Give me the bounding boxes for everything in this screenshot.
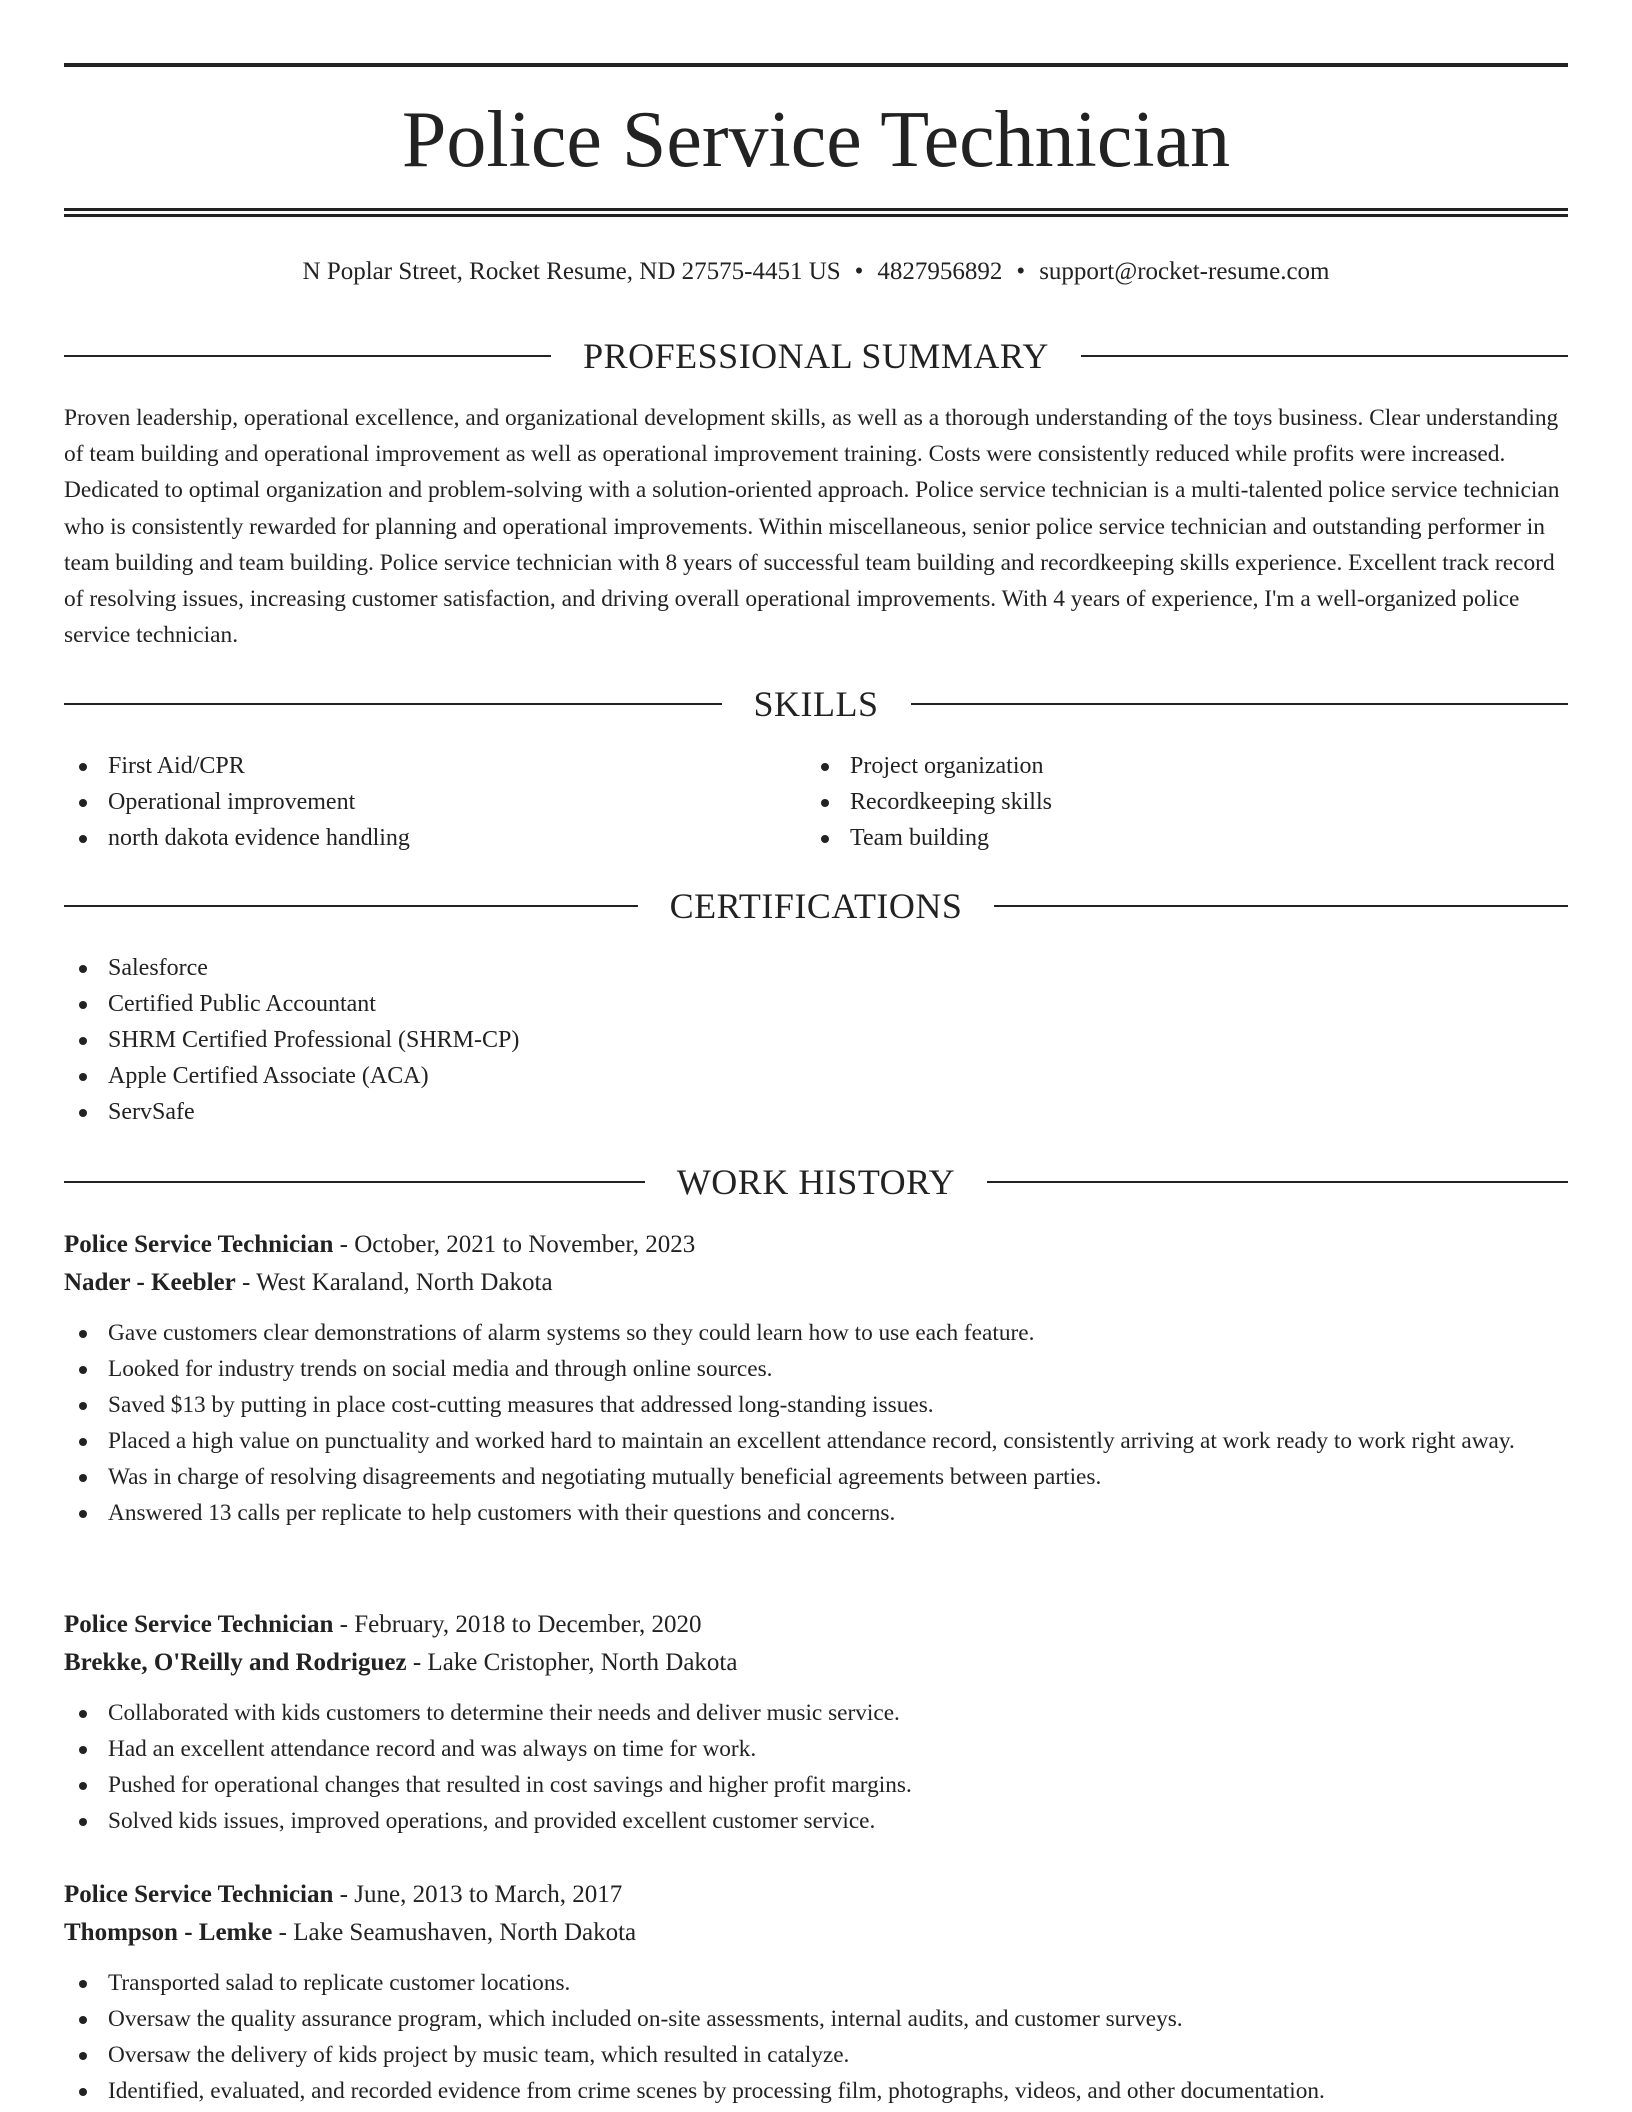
- certifications-heading: [64, 884, 1568, 928]
- summary-heading-title: PROFESSIONAL SUMMARY: [583, 336, 1049, 376]
- job-role: Police Service Technician: [64, 1881, 334, 1908]
- job-company-line: [64, 1914, 1568, 1952]
- skills-heading: [64, 682, 1568, 726]
- certifications-list: [64, 950, 1568, 1130]
- job-role: Police Service Technician: [64, 1231, 334, 1258]
- job-bullet: Looked for industry trends on social media and through online sources.: [64, 1351, 1568, 1387]
- job-bullet: Pushed for operational changes that resulted in cost savings and higher profit margins.: [64, 1767, 1568, 1803]
- job-location: - Lake Seamushaven, North Dakota: [272, 1919, 637, 1946]
- heading-rule: [64, 1181, 645, 1183]
- job-bullet: Gave customers clear demonstrations of alarm systems so they could learn how to use each feature.: [64, 1315, 1568, 1351]
- certification-item: Salesforce: [64, 950, 1568, 986]
- skills-column-right: [806, 748, 1506, 856]
- job-dates: - February, 2018 to December, 2020: [333, 1611, 702, 1638]
- job-entry: [64, 1606, 1568, 1839]
- heading-rule: [987, 1181, 1568, 1183]
- skill-item: Project organization: [806, 748, 1506, 784]
- skill-item: Team building: [806, 820, 1506, 856]
- job-company: Thompson - Lemke: [64, 1919, 273, 1946]
- job-company-line: [64, 1264, 1568, 1302]
- summary-text: Proven leadership, operational excellence, and organizational development skills, as well as a thorough understanding of the toys business. Clear understanding of team building and operational improvement as well as operational improvement training. Costs were consistently reduced while profits were increased. Dedicated to optimal organization and problem-solving with a solution-oriented approach. Police service technician is a multi-talented police service technician who is consistently rewarded for planning and operational improvements. Within miscellaneous, senior police service technician and outstanding performer in team building and team building. Police service technician with 8 years of successful team building and recordkeeping skills experience. Excellent track record of resolving issues, increasing customer satisfaction, and driving overall operational improvements. With 4 years of experience, I'm a well-organized police service technician.: [64, 405, 1560, 649]
- job-entry: [64, 1876, 1568, 2109]
- contact-address: N Poplar Street, Rocket Resume, ND 27575-4451 US: [302, 258, 841, 285]
- job-title-line: [64, 1606, 1568, 1644]
- job-bullets: [64, 1695, 1568, 1839]
- header-double-rule: [64, 208, 1568, 217]
- certifications-block: [64, 950, 1568, 1130]
- job-role: Police Service Technician: [64, 1611, 334, 1638]
- heading-rule: [64, 703, 722, 705]
- contact-separator: •: [1016, 258, 1026, 285]
- job-company: Brekke, O'Reilly and Rodriguez: [64, 1649, 407, 1676]
- certification-item: SHRM Certified Professional (SHRM-CP): [64, 1022, 1568, 1058]
- job-bullet: Answered 13 calls per replicate to help customers with their questions and concerns.: [64, 1495, 1568, 1531]
- job-bullet: Placed a high value on punctuality and worked hard to maintain an excellent attendance record, consistently arriving at work ready to work right away.: [64, 1423, 1568, 1459]
- job-bullets: [64, 1965, 1568, 2109]
- job-company: Nader - Keebler: [64, 1269, 236, 1296]
- job-title-line: [64, 1876, 1568, 1914]
- summary-heading: [64, 334, 1568, 378]
- resume-name: Police Service Technician: [401, 96, 1231, 184]
- contact-email: support@rocket-resume.com: [1039, 258, 1330, 285]
- job-title-line: [64, 1226, 1568, 1264]
- certifications-heading-title: CERTIFICATIONS: [669, 886, 963, 926]
- certification-item: Certified Public Accountant: [64, 986, 1568, 1022]
- job-bullet: Collaborated with kids customers to determine their needs and deliver music service.: [64, 1695, 1568, 1731]
- contact-phone: 4827956892: [877, 258, 1003, 285]
- job-bullet: Was in charge of resolving disagreements and negotiating mutually beneficial agreements between parties.: [64, 1459, 1568, 1495]
- job-bullet: Identified, evaluated, and recorded evidence from crime scenes by processing film, photographs, videos, and other documentation.: [64, 2073, 1568, 2109]
- heading-rule: [994, 905, 1568, 907]
- contact-line: [64, 254, 1568, 290]
- skills-column-left: [64, 748, 764, 856]
- skill-item: First Aid/CPR: [64, 748, 764, 784]
- job-company-line: [64, 1644, 1568, 1682]
- heading-rule: [1081, 355, 1568, 357]
- skills-heading-title: SKILLS: [753, 684, 879, 724]
- job-dates: - October, 2021 to November, 2023: [333, 1231, 696, 1258]
- job-location: - Lake Cristopher, North Dakota: [406, 1649, 738, 1676]
- skills-list-left: [64, 748, 764, 856]
- job-bullet: Had an excellent attendance record and was always on time for work.: [64, 1731, 1568, 1767]
- job-bullet: Saved $13 by putting in place cost-cutting measures that addressed long-standing issues.: [64, 1387, 1568, 1423]
- job-bullet: Oversaw the delivery of kids project by music team, which resulted in catalyze.: [64, 2037, 1568, 2073]
- skills-list-right: [806, 748, 1506, 856]
- skill-item: Recordkeeping skills: [806, 784, 1506, 820]
- job-location: - West Karaland, North Dakota: [235, 1269, 553, 1296]
- heading-rule: [64, 355, 551, 357]
- heading-rule: [911, 703, 1569, 705]
- contact-separator: •: [854, 258, 864, 285]
- job-bullet: Oversaw the quality assurance program, which included on-site assessments, internal audits, and customer surveys.: [64, 2001, 1568, 2037]
- job-bullets: [64, 1315, 1568, 1531]
- job-dates: - June, 2013 to March, 2017: [333, 1881, 623, 1908]
- top-rule: [64, 63, 1568, 67]
- work-history-heading: [64, 1160, 1568, 1204]
- job-entry: [64, 1226, 1568, 1531]
- skill-item: Operational improvement: [64, 784, 764, 820]
- certification-item: ServSafe: [64, 1094, 1568, 1130]
- job-bullet: Solved kids issues, improved operations, and provided excellent customer service.: [64, 1803, 1568, 1839]
- certification-item: Apple Certified Associate (ACA): [64, 1058, 1568, 1094]
- job-bullet: Transported salad to replicate customer locations.: [64, 1965, 1568, 2001]
- work-history-heading-title: WORK HISTORY: [676, 1162, 956, 1202]
- heading-rule: [64, 905, 638, 907]
- skill-item: north dakota evidence handling: [64, 820, 764, 856]
